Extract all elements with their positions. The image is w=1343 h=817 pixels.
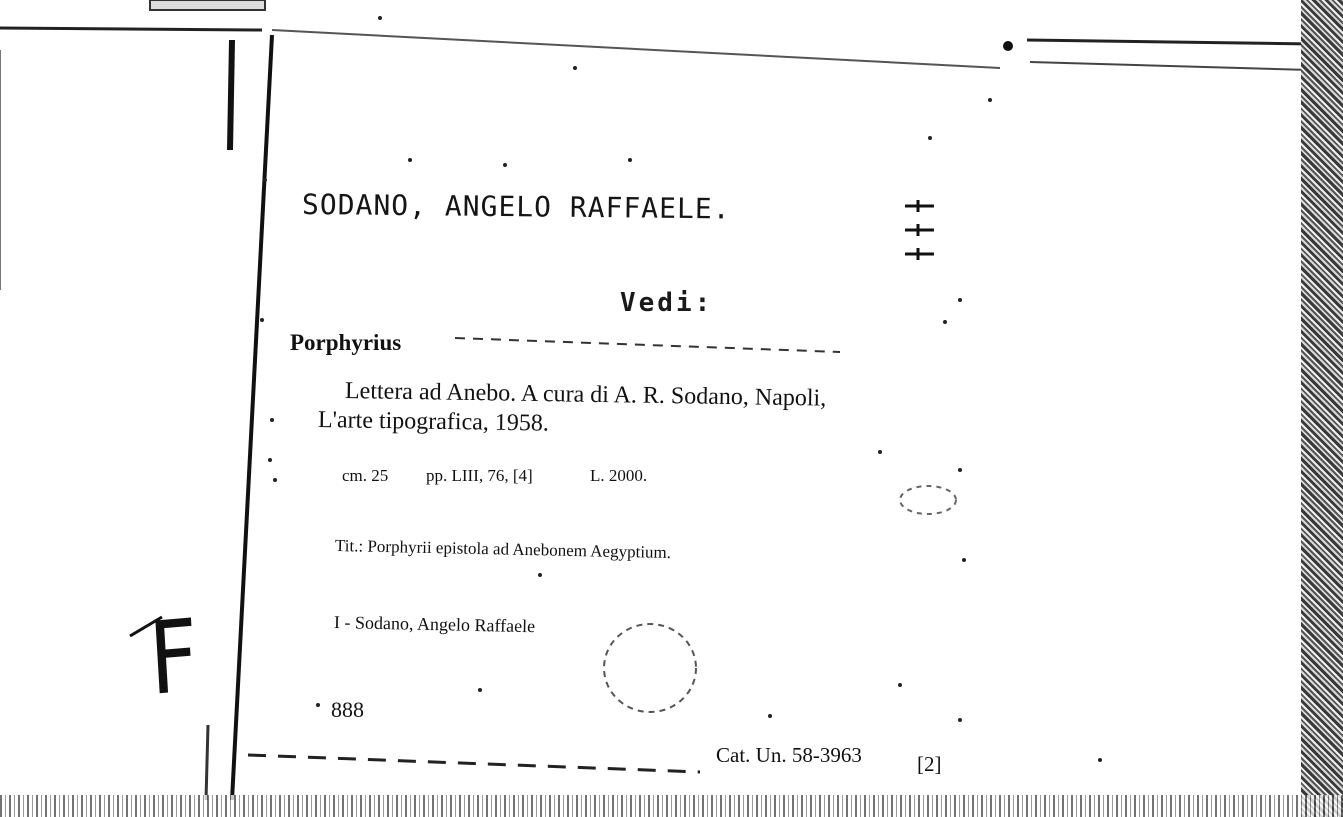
scanner-edge-strip-bottom xyxy=(0,795,1343,817)
top-tab xyxy=(150,0,265,10)
uniform-title: Tit.: Porphyrii epistola ad Anebonem Aegyptium. xyxy=(334,536,672,563)
faint-stamp-circle xyxy=(604,624,696,712)
added-entry: I - Sodano, Angelo Raffaele xyxy=(333,612,536,637)
bottom-left-tab xyxy=(206,725,208,800)
collation-price: L. 2000. xyxy=(590,466,648,485)
punch-mark xyxy=(1003,41,1013,51)
collation-pages: pp. LIII, 76, [4] xyxy=(426,466,533,485)
title-statement: Lettera ad Anebo. A cura di A. R. Sodano, Napoli, xyxy=(344,378,827,412)
card-left-tab xyxy=(230,40,232,150)
volume-marker: [2] xyxy=(917,752,942,776)
imprint-statement: L'arte tipografica, 1958. xyxy=(317,407,550,437)
author-dash-line xyxy=(455,338,840,352)
top-right-line-1 xyxy=(1027,40,1312,44)
card-heading: SODANO, ANGELO RAFFAELE. xyxy=(301,188,731,226)
scanner-edge-strip-right xyxy=(1301,0,1343,817)
main-entry-author: Porphyrius xyxy=(290,330,402,355)
top-right-line-2 xyxy=(1030,62,1310,70)
top-left-edge-line xyxy=(0,28,262,30)
tally-marks xyxy=(905,200,934,260)
faint-oval-mark xyxy=(900,486,956,514)
collation-size: cm. 25 xyxy=(342,466,389,485)
call-number: 888 xyxy=(331,697,364,722)
handwritten-letter-mark: F xyxy=(145,597,202,718)
bottom-dash-line xyxy=(248,755,700,772)
card-left-edge xyxy=(232,35,272,800)
catalog-number: Cat. Un. 58-3963 xyxy=(716,743,862,767)
see-reference-label: Vedi: xyxy=(620,288,714,318)
card-top-edge xyxy=(272,30,1000,68)
